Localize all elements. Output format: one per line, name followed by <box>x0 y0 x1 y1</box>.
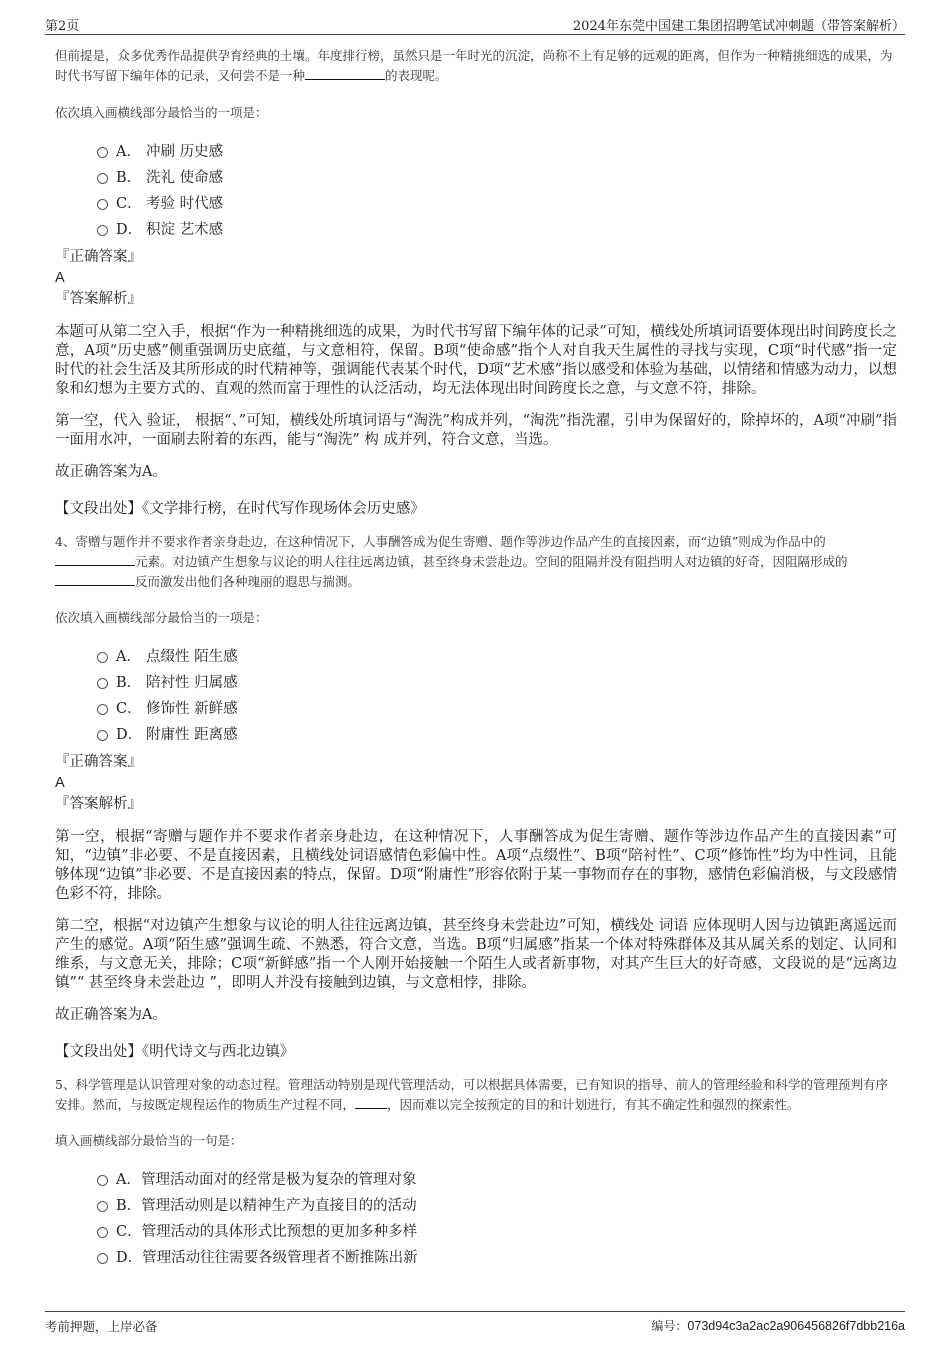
q3-option-d[interactable] <box>97 217 897 243</box>
q3-option-b[interactable] <box>97 165 897 191</box>
q3-option-c[interactable] <box>97 191 897 217</box>
q4-source: 【文段出处】《明代诗文与西北边镇》 <box>55 1044 295 1060</box>
footer-slogan: 考前押题，上岸必备 <box>45 1319 158 1334</box>
option-text: 管理活动则是以精神生产为直接目的的活动 <box>141 1198 417 1214</box>
q3-options <box>97 139 897 243</box>
q5-stem-text-a: 5、科学管理是认识管理对象的动态过程。管理活动特别是现代管理活动，可以根据具体需要，已有知识的指导、前人的管理经验和科学的管理预判有序安排。然而，与按既定规程运作的物质生产过程不同， <box>55 1077 888 1112</box>
option-text: 陪衬性 归属感 <box>146 675 238 691</box>
radio-icon[interactable] <box>97 1175 108 1186</box>
q3-option-a[interactable] <box>97 139 897 165</box>
option-text: 修饰性 新鲜感 <box>146 701 238 717</box>
q4-stem-text-a: 4、寄赠与题作并不要求作者亲身赴边，在这种情况下，人事酬答成为促生寄赠、题作等涉边作品产生的直接因素，而“边镇”则成为作品中的 <box>55 534 826 549</box>
radio-icon[interactable] <box>97 225 108 236</box>
document-title: 2024年东莞中国建工集团招聘笔试冲刺题（带答案解析） <box>572 19 905 34</box>
q5-instruction: 填入画横线部分最恰当的一句是： <box>55 1133 243 1148</box>
option-text: 冲刷 历史感 <box>146 144 224 160</box>
q3-analysis-1: 本题可从第二空入手，根据“作为一种精挑细选的成果，为时代书写留下编年体的记录”可知，横线处所填词语要体现出时间跨度长之意，A项“历史感”侧重强调历史底蕴，与文意相符，保留。B项“使命感”指个人对自我天生属性的寻找与实现，C项“时代感”指一定时代的社会生活及其所形成的时代精神等，强调能代表某个时代，D项“艺术感”指以感受和体验为基础，以情绪和情感为动力，以想象和幻想为主要方式的、直观的然而富于理性的认泛活动，均无法体现出时间跨度长之意，与文意不符，排除。 <box>55 324 897 397</box>
q5-stem-text-b: ，因而难以完全按预定的目的和计划进行，有其不确定性和强烈的探索性。 <box>387 1097 800 1112</box>
q3-stem-text-b: 的表现呢。 <box>385 68 448 83</box>
radio-icon[interactable] <box>97 730 108 741</box>
q4-analysis-1: 第一空，根据“寄赠与题作并不要求作者亲身赴边，在这种情况下，人事酬答成为促生寄赠、题作等涉边作品产生的直接因素”可知，“边镇”非必要、不是直接因素，且横线处词语感情色彩偏中性。A项“点缀性”、B项“陪衬性”、C项“修饰性”均为中性词，且能够体现“边镇”非必要、不是直接因素的特点，保留。D项“附庸性”形容依附于某一事物而存在的事物，感情色彩偏消极，与文段感情色彩不符，排除。 <box>55 829 897 902</box>
q3-blank <box>305 66 385 80</box>
document-id-label: 编号： <box>651 1319 688 1333</box>
option-key: B． <box>116 1198 142 1214</box>
q3-stem <box>55 46 897 86</box>
q4-answer-label: 『正确答案』 <box>55 754 142 770</box>
main-content <box>55 42 897 1271</box>
q3-answer: A <box>55 270 65 286</box>
radio-icon[interactable] <box>97 1201 108 1212</box>
radio-icon[interactable] <box>97 704 108 715</box>
option-key: B． <box>116 675 142 691</box>
q4-stem-text-b: 元素。对边镇产生想象与议论的明人往往远离边镇，甚至终身未尝赴边。空间的阻隔并没有阻挡明人对边镇的好奇，因阻隔形成的 <box>135 554 848 569</box>
document-id-value: 073d94c3a2ac2a906456826f7dbb216a <box>687 1319 905 1333</box>
page-header <box>45 12 905 35</box>
q4-blank-1 <box>55 552 135 566</box>
q3-analysis-label: 『答案解析』 <box>55 291 142 307</box>
q4-stem <box>55 532 897 592</box>
q4-option-d[interactable] <box>97 722 897 748</box>
radio-icon[interactable] <box>97 1253 108 1264</box>
q4-option-a[interactable] <box>97 644 897 670</box>
q3-analysis-3: 故正确答案为A。 <box>55 464 167 480</box>
q5-option-c[interactable] <box>97 1219 897 1245</box>
document-id <box>651 1317 905 1334</box>
q4-analysis-2: 第二空，根据“对边镇产生想象与议论的明人往往远离边镇，甚至终身未尝赴边”可知，横线处 词语 应体现明人因与边镇距离遥远而产生的感觉。A项“陌生感”强调生疏、不熟悉，符合文意，当选。B项“归属感”指某一个体对特殊群体及其从属关系的划定、认同和维系，与文意无关，排除；C项“新鲜感”指一个人刚开始接触一个陌生人或者新事物，对其产生巨大的好奇感，文段说的是“远离边镇”“ 甚至终身未尝赴边 ”，即明人并没有接触到边镇，与文意相悖，排除。 <box>55 918 897 991</box>
option-text: 点缀性 陌生感 <box>146 649 238 665</box>
q5-stem <box>55 1075 897 1115</box>
q4-stem-text-c: 反而激发出他们各种瑰丽的遐思与揣测。 <box>135 574 361 589</box>
q4-blank-2 <box>55 572 135 586</box>
q4-option-b[interactable] <box>97 670 897 696</box>
q4-option-c[interactable] <box>97 696 897 722</box>
q3-answer-label: 『正确答案』 <box>55 249 142 265</box>
radio-icon[interactable] <box>97 173 108 184</box>
q5-blank <box>355 1095 387 1109</box>
q4-analysis-3: 故正确答案为A。 <box>55 1007 167 1023</box>
q3-instruction: 依次填入画横线部分最恰当的一项是： <box>55 105 268 120</box>
radio-icon[interactable] <box>97 199 108 210</box>
q5-option-a[interactable] <box>97 1167 897 1193</box>
q5-option-d[interactable] <box>97 1245 897 1271</box>
option-text: 考验 时代感 <box>146 196 224 212</box>
option-key: A． <box>116 1172 141 1188</box>
option-key: A． <box>116 144 141 160</box>
option-key: D． <box>116 222 143 238</box>
radio-icon[interactable] <box>97 1227 108 1238</box>
option-key: D． <box>116 727 143 743</box>
option-text: 管理活动的具体形式比预想的更加多种多样 <box>141 1224 418 1240</box>
q3-analysis-2: 第一空，代入 验证， 根据“、”可知，横线处所填词语与“淘洗”构成并列，“淘洗”指洗濯，引申为保留好的，除掉坏的，A项“冲刷”指一面用水冲，一面刷去附着的东西，能与“淘洗” 构 成并列，符合文意，当选。 <box>55 413 897 448</box>
q3-stem-text-a: 但前提是，众多优秀作品提供孕育经典的土壤。年度排行榜，虽然只是一年时光的沉淀，尚称不上有足够的远观的距离，但作为一种精挑细选的成果，为时代书写留下编年体的记录，又何尝不是一种 <box>55 48 893 83</box>
option-key: B． <box>116 170 142 186</box>
q5-option-b[interactable] <box>97 1193 897 1219</box>
option-text: 管理活动往往需要各级管理者不断推陈出新 <box>142 1250 418 1266</box>
q4-answer: A <box>55 775 65 791</box>
page-number: 第2页 <box>45 19 80 34</box>
option-text: 积淀 艺术感 <box>146 222 224 238</box>
option-text: 洗礼 使命感 <box>146 170 224 186</box>
q3-source: 【文段出处】《文学排行榜，在时代写作现场体会历史感》 <box>55 501 425 517</box>
q4-options <box>97 644 897 748</box>
option-key: D． <box>116 1250 143 1266</box>
q4-instruction: 依次填入画横线部分最恰当的一项是： <box>55 610 268 625</box>
radio-icon[interactable] <box>97 652 108 663</box>
option-key: C． <box>116 1224 142 1240</box>
option-key: C． <box>116 701 142 717</box>
radio-icon[interactable] <box>97 678 108 689</box>
option-text: 管理活动面对的经常是极为复杂的管理对象 <box>140 1172 417 1188</box>
q4-analysis-label: 『答案解析』 <box>55 796 142 812</box>
q5-options <box>97 1167 897 1271</box>
option-key: C． <box>116 196 142 212</box>
radio-icon[interactable] <box>97 147 108 158</box>
option-text: 附庸性 距离感 <box>146 727 238 743</box>
option-key: A． <box>116 649 141 665</box>
page-footer <box>45 1311 905 1336</box>
